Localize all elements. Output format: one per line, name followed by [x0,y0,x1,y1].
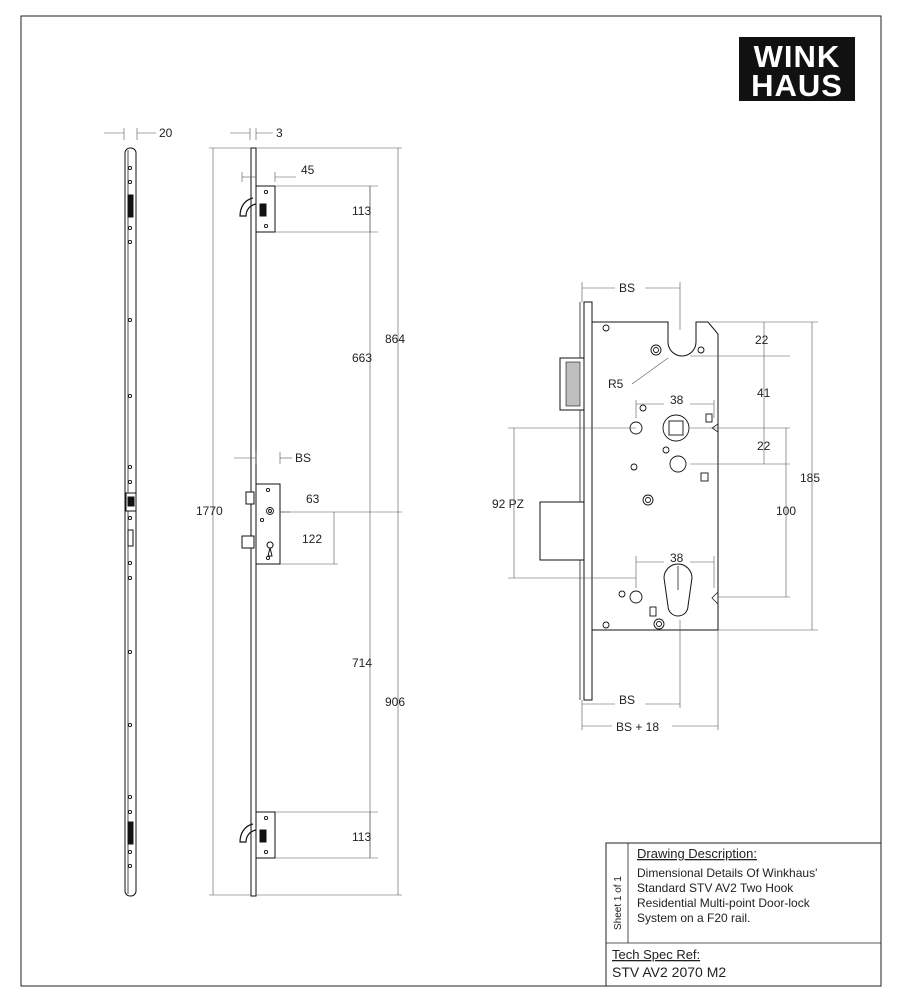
hook-offset-label: 45 [301,163,315,177]
sheet-label: Sheet 1 of 1 [613,876,624,930]
upper-span-label: 663 [352,351,373,365]
dim-22-top-label: 22 [755,333,769,347]
height-185-label: 185 [800,471,821,485]
description-heading: Drawing Description: [637,846,757,861]
description-line-2: Standard STV AV2 Two Hook [637,881,794,895]
overall-height-label: 1770 [196,504,223,518]
description-line-1: Dimensional Details Of Winkhaus' [637,866,818,880]
winkhaus-logo [739,37,855,103]
detail-bs-top-label: BS [619,281,636,295]
radius-label: R5 [608,377,624,391]
dim-100-label: 100 [776,504,797,518]
logo-line-2: HAUS [751,68,843,103]
dim-22-mid-label: 22 [757,439,771,453]
follower-width-label: 38 [670,393,684,407]
drawing-frame [21,16,881,986]
spindle-label: 63 [306,492,320,506]
description-line-3: Residential Multi-point Door-lock [637,896,810,910]
front-backset-label: BS [295,451,312,465]
top-hook-label: 113 [352,204,372,218]
lower-span-label: 714 [352,656,373,670]
bottom-hook-label: 113 [352,830,372,844]
dim-41-label: 41 [757,386,771,400]
side-width-label: 20 [159,126,173,140]
ref-heading: Tech Spec Ref: [612,947,701,962]
detail-view [492,281,820,734]
pz-label: 92 PZ [492,497,525,511]
side-view [104,126,173,896]
cylinder-label: 122 [302,532,323,546]
description-line-4: System on a F20 rail. [637,911,751,925]
front-view [196,126,405,896]
bs-plus-label: BS + 18 [616,720,660,734]
title-block [606,843,881,986]
logo-line-1: WINK [753,39,841,74]
thickness-label: 3 [276,126,283,140]
upper-total-label: 864 [385,332,406,346]
ref-value: STV AV2 2070 M2 [612,964,727,980]
lower-total-label: 906 [385,695,406,709]
cylinder-width-label: 38 [670,551,684,565]
detail-bs-bottom-label: BS [619,693,636,707]
